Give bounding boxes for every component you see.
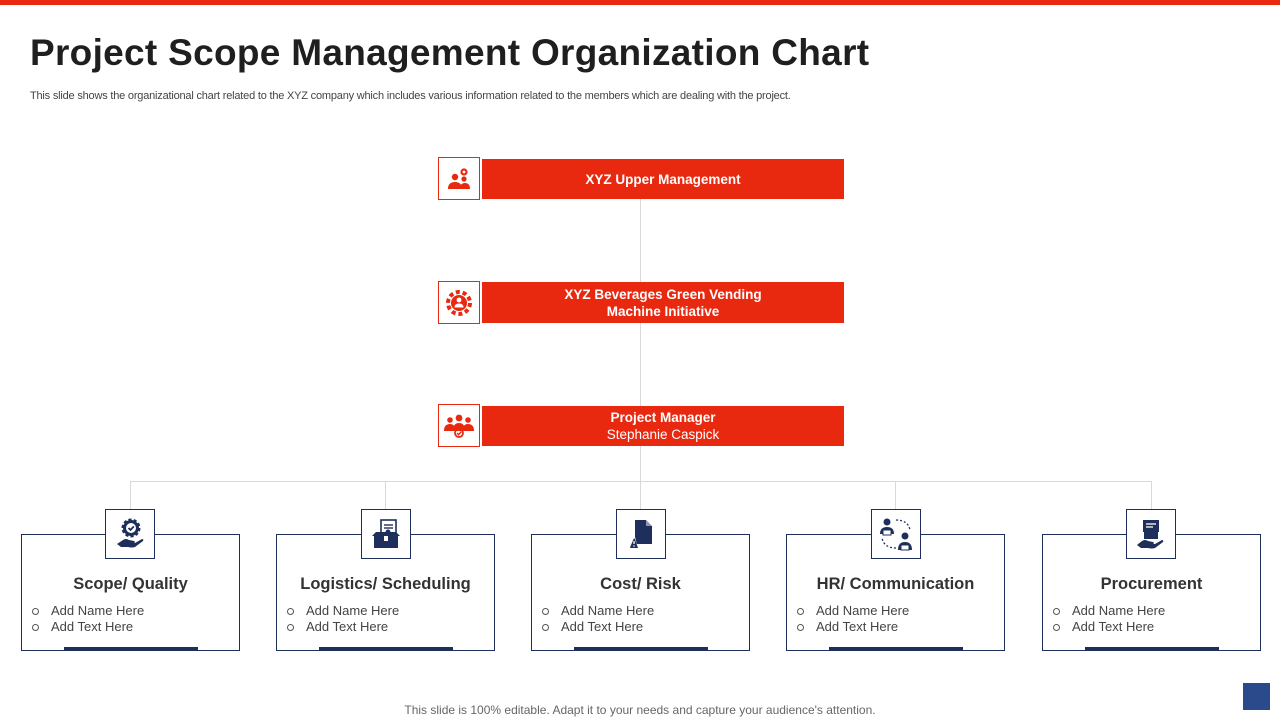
risk-document-icon [616, 509, 666, 559]
list-item: Add Name Here [542, 603, 654, 619]
department-title: Cost/ Risk [600, 575, 681, 593]
corner-square [1243, 683, 1270, 710]
card-underline [319, 647, 453, 651]
procurement-hand-icon [1126, 509, 1176, 559]
department-list [32, 603, 144, 635]
gear-team-icon [438, 281, 480, 324]
quality-hand-icon [105, 509, 155, 559]
department-list [797, 603, 909, 635]
list-item: Add Name Here [32, 603, 144, 619]
project-manager-name: Stephanie Caspick [606, 427, 720, 442]
initiative-box [482, 282, 844, 323]
department-list [542, 603, 654, 635]
department-list [1053, 603, 1165, 635]
upper-management-label: XYZ Upper Management [585, 171, 741, 187]
list-item: Add Text Here [287, 619, 399, 635]
list-item: Add Text Here [542, 619, 654, 635]
card-underline [64, 647, 198, 651]
page-subtitle: This slide shows the organizational chart related to the XYZ company which includes various information related to the members which are dealing with the project. [30, 90, 791, 102]
team-settings-icon [438, 157, 480, 200]
department-list [287, 603, 399, 635]
page-title: Project Scope Management Organization Chart [30, 32, 870, 73]
scheduling-box-icon [361, 509, 411, 559]
list-item: Add Name Here [797, 603, 909, 619]
list-item: Add Name Here [1053, 603, 1165, 619]
project-manager-box [482, 406, 844, 446]
manager-team-icon [438, 404, 480, 447]
project-manager-label: Project Manager [610, 410, 716, 425]
initiative-label-line-1: XYZ Beverages Green Vending [564, 286, 762, 302]
upper-management-box [482, 159, 844, 199]
initiative-label-line-2: Machine Initiative [606, 303, 720, 319]
list-item: Add Name Here [287, 603, 399, 619]
department-title: Scope/ Quality [73, 575, 188, 593]
department-title: Logistics/ Scheduling [300, 575, 471, 593]
card-underline [829, 647, 963, 651]
department-title: HR/ Communication [816, 575, 975, 593]
communication-people-icon [871, 509, 921, 559]
card-underline [574, 647, 708, 651]
list-item: Add Text Here [797, 619, 909, 635]
list-item: Add Text Here [1053, 619, 1165, 635]
list-item: Add Text Here [32, 619, 144, 635]
department-title: Procurement [1100, 575, 1203, 593]
card-underline [1085, 647, 1219, 651]
footer-note: This slide is 100% editable. Adapt it to your needs and capture your audience's attention. [404, 703, 876, 717]
